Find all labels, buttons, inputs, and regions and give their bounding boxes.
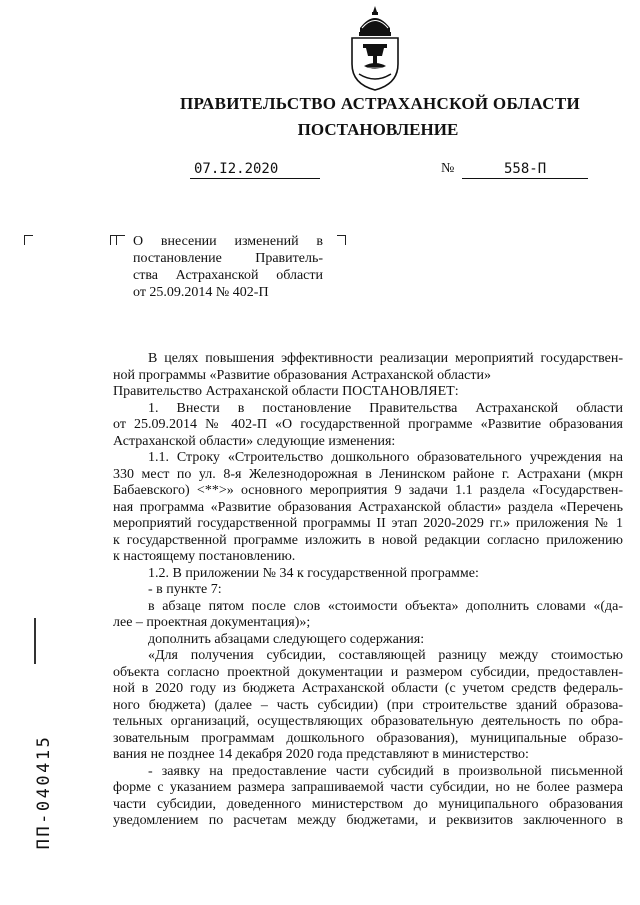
body-line: вания не позднее 14 декабря 2020 года представляют в министерство:	[113, 747, 529, 762]
body-line: от 25.09.2014 № 402-П «О государственной программе «Развитие образования	[113, 417, 623, 432]
body-line: ного бюджета) (далее – часть субсидии) (при строительстве зданий образова-	[113, 697, 623, 713]
body-line: В целях повышения эффективности реализации мероприятий государствен-	[148, 351, 623, 366]
corner-mark-left	[24, 235, 33, 245]
serial-number-text: ПП-040415	[34, 734, 54, 850]
document-type-title: ПОСТАНОВЛЕНИЕ	[297, 120, 459, 139]
body-line: объекта согласно проектной документации и размером субсидии, предоставлен-	[113, 664, 623, 680]
document-body	[113, 351, 623, 830]
subject-line: ства Астраханской области	[133, 268, 323, 283]
margin-line	[34, 618, 36, 664]
body-line: ной программы «Развитие образования Астраханской области»	[113, 367, 491, 383]
body-line: ная программа «Развитие образования Астраханской области» раздела «Перечень	[113, 499, 623, 515]
body-line: уведомлением по расчетам между бюджетами, и реквизитов заключенного в	[113, 813, 623, 828]
coat-of-arms-emblem	[346, 4, 404, 92]
body-line: - в пункте 7:	[148, 582, 222, 597]
body-line: мероприятий государственной программы II этап 2020-2029 гг.» приложения № 1	[113, 516, 623, 531]
body-line: Правительство Астраханской области ПОСТАНОВЛЯЕТ:	[113, 384, 459, 399]
subject-line: постановление Правитель-	[133, 251, 323, 266]
body-line: Астраханской области» следующие изменения:	[113, 433, 396, 449]
body-line: дополнить абзацами следующего содержания:	[148, 631, 425, 647]
body-line: 1. Внести в постановление Правительства Астраханской области	[148, 400, 623, 416]
body-line: зовательным программам дошкольного образования), муниципальные образо-	[113, 730, 623, 746]
body-line: - заявку на предоставление части субсидий в произвольной письменной	[148, 763, 623, 779]
document-date: 07.I2.2020	[190, 161, 320, 179]
body-line: «Для получения субсидии, составляющей разницу между стоимостью	[148, 648, 623, 663]
government-title: ПРАВИТЕЛЬСТВО АСТРАХАНСКОЙ ОБЛАСТИ	[180, 94, 580, 113]
corner-mark-subject-right	[337, 235, 346, 245]
body-line: 1.1. Строку «Строительство дошкольного образовательного учреждения на	[148, 450, 623, 465]
body-line: ной в 2020 году из бюджета Астраханской области (с учетом средств федераль-	[113, 681, 623, 696]
corner-mark-subject-left-inner	[116, 235, 125, 245]
document-number: 558-П	[462, 161, 588, 179]
body-line: 1.2. В приложении № 34 к государственной программе:	[148, 565, 479, 581]
number-sign: №	[441, 161, 455, 176]
subject-line: от 25.09.2014 № 402-П	[133, 285, 269, 300]
body-line: к настоящему постановлению.	[113, 549, 296, 564]
body-line: части субсидии, доведенного министерством до муниципального образования	[113, 796, 623, 812]
body-line: Бабаевского) <**>» основного мероприятия 9 задачи 1.1 раздела «Государствен-	[113, 483, 623, 498]
document-subject	[133, 233, 323, 301]
body-line: к государственной программе изложить в новой редакции согласно приложению	[113, 532, 623, 548]
body-line: лее – проектная документация)»;	[113, 615, 311, 630]
body-line: 330 мест по ул. 8-я Железнодорожная в Ленинском районе г. Астрахани (мкрн	[113, 466, 623, 482]
body-line: в абзаце пятом после слов «стоимости объекта» дополнить словами «(да-	[148, 598, 623, 614]
subject-line: О внесении изменений в	[133, 234, 323, 249]
body-line: форме с указанием размера запрашиваемой части субсидии, но не более размера	[113, 780, 623, 795]
body-line: тельных организаций, осуществляющих образовательную деятельность по обра-	[113, 714, 623, 729]
